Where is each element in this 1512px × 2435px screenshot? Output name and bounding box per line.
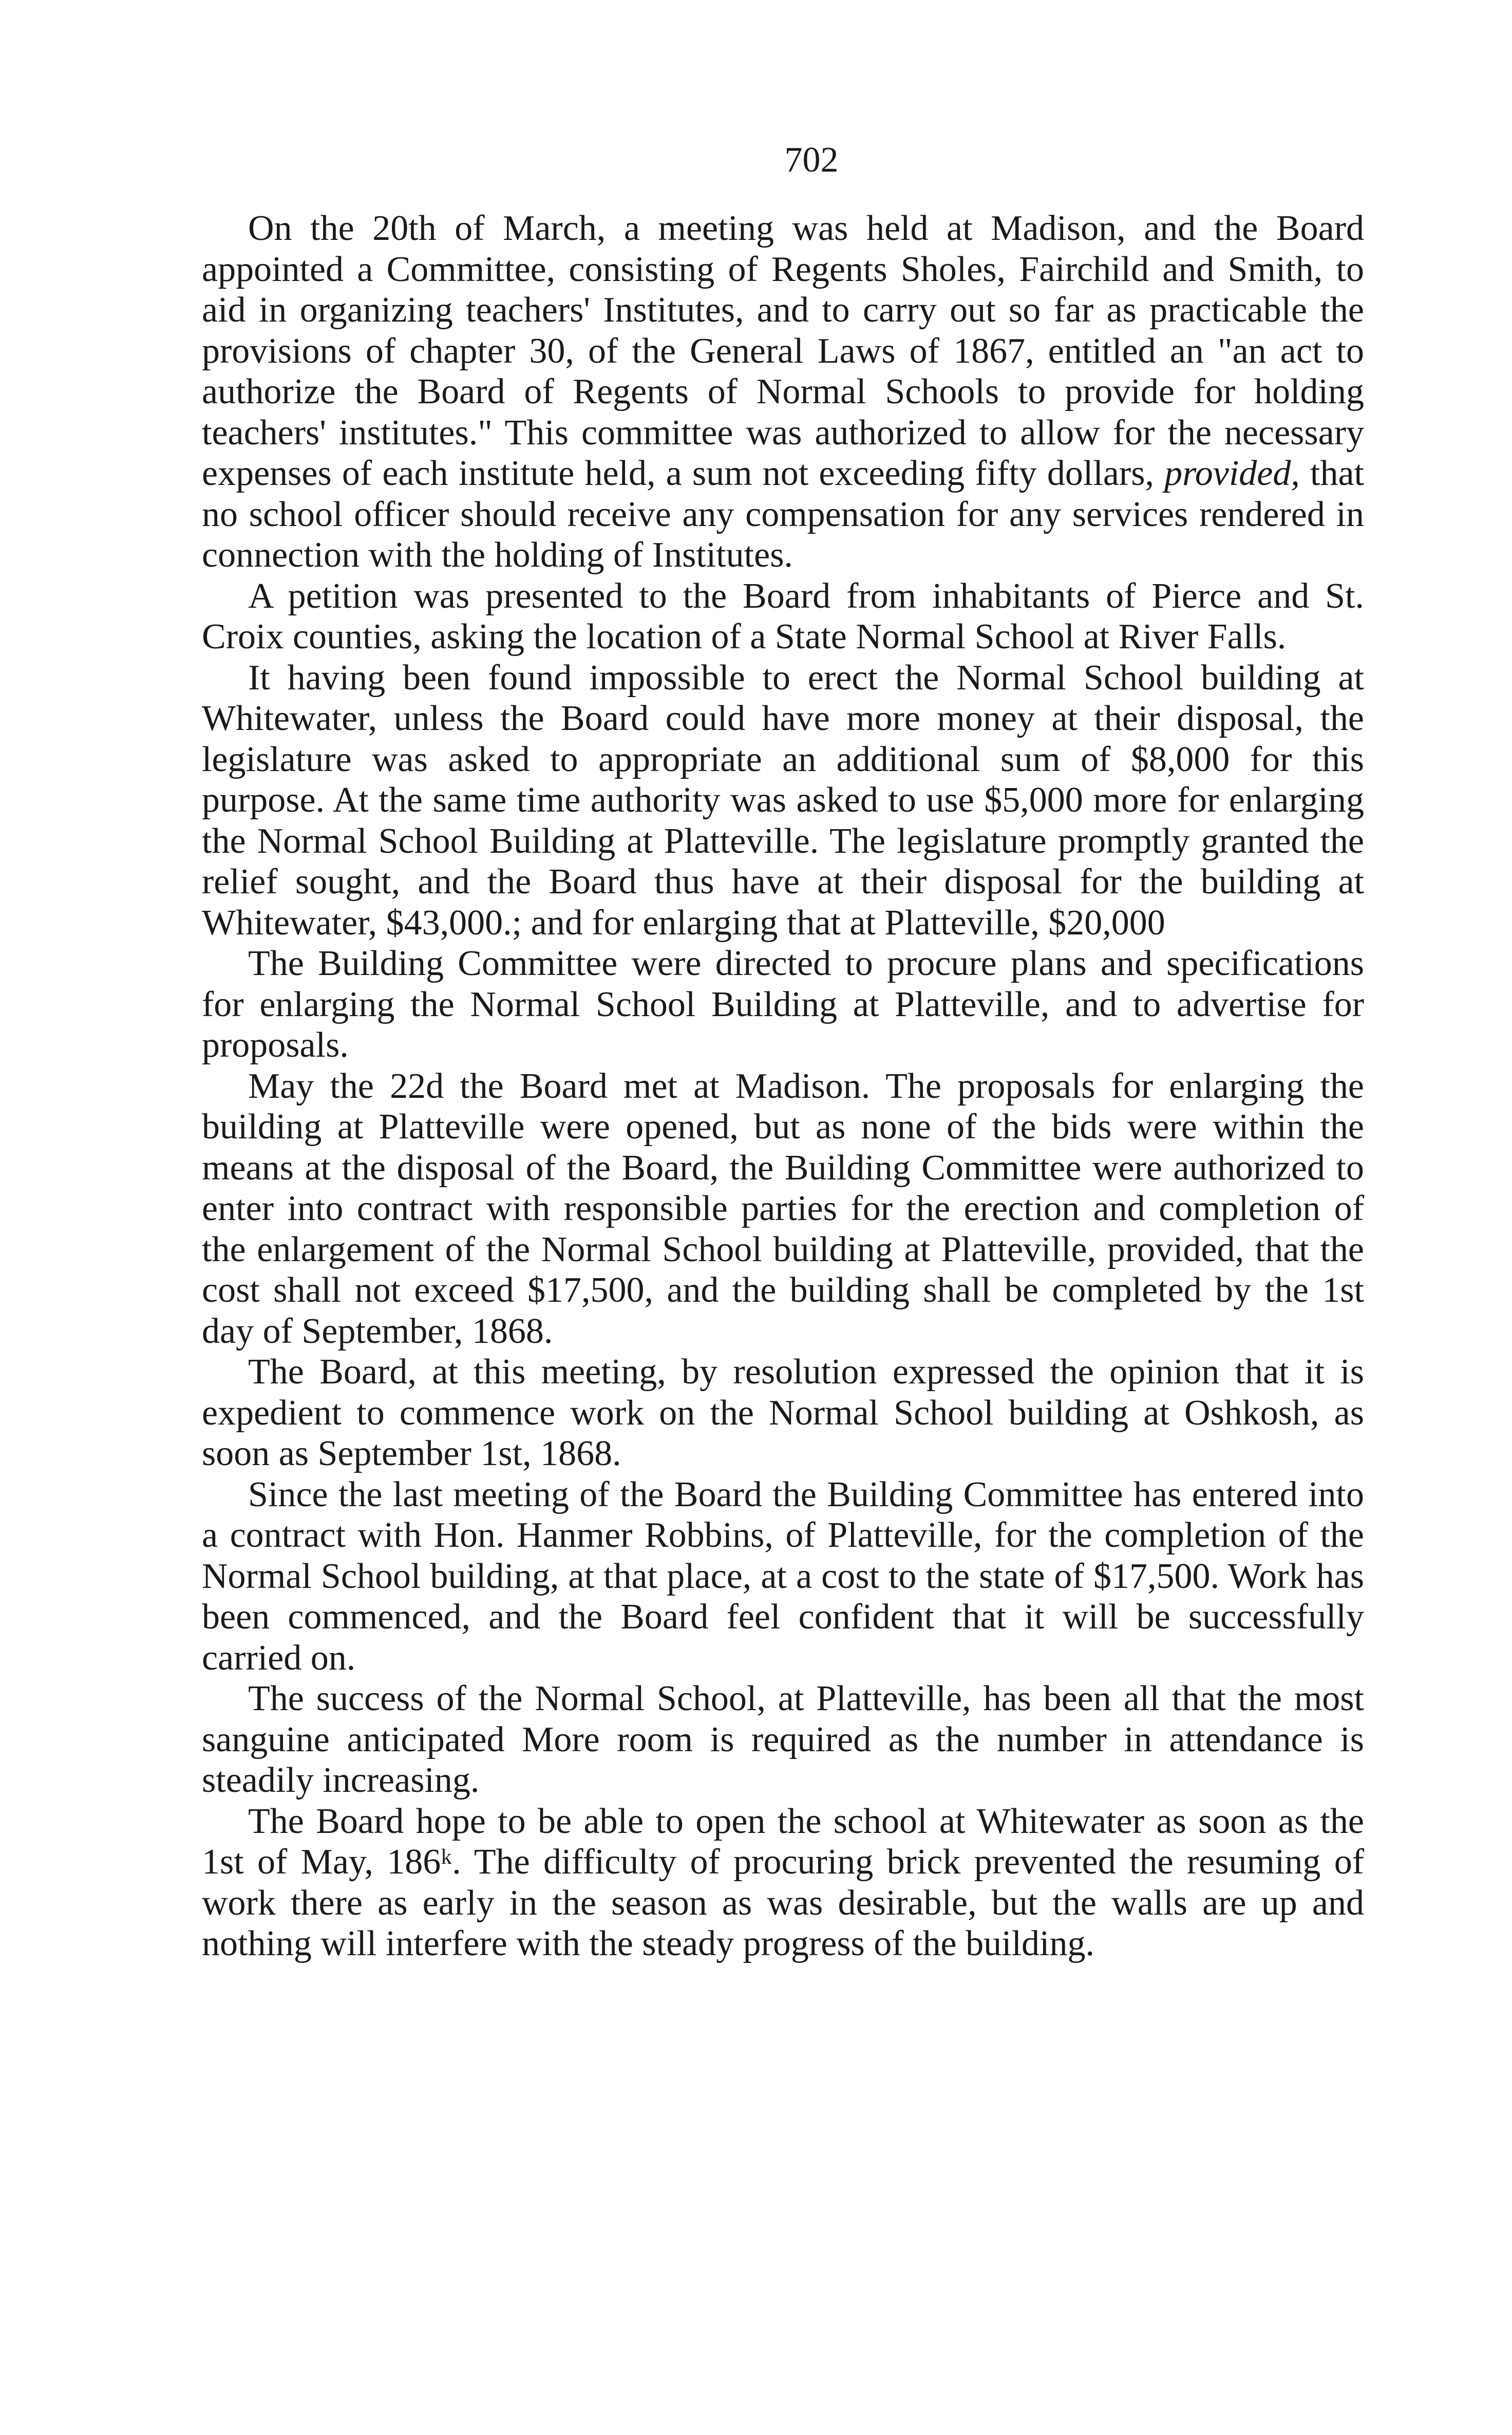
- page-number: 702: [784, 140, 839, 180]
- body-text: [202, 208, 1364, 1964]
- paragraph-whitewater-opening: The Board hope to be able to open the school at Whitewater as soon as the 1st of May, 186ᵏ. The difficulty of procuring brick prevented the resuming of work there as early in the season as was desirable, but the walls are up and nothing will interfere with the steady progress of the building.: [202, 1801, 1364, 1963]
- paragraph-oshkosh-resolution: The Board, at this meeting, by resolution expressed the opinion that it is expedient to commence work on the Normal School building at Oshkosh, as soon as September 1st, 1868.: [202, 1352, 1364, 1473]
- paragraph-text: that no school officer should receive any compensation for any services rendered in connection with the holding of Institutes.: [202, 454, 1364, 575]
- paragraph-text: On the 20th of March, a meeting was held at Madison, and the Board appointed a Committee, consisting of Regents Sholes, Fairchild and Smith, to aid in organizing teachers' Institutes, and to carry out so far as practicable the provisions of chapter 30, of the General Laws of 1867, entitled an "an act to authorize the Board of Regents of Normal Schools to provide for holding teachers' institutes." This committee was authorized to allow for the necessary expenses of each institute held, a sum not exceeding fifty dollars,: [202, 209, 1364, 493]
- emphasis-text: provided,: [1164, 454, 1300, 493]
- paragraph-contract: Since the last meeting of the Board the Building Committee has entered into a contract with Hon. Hanmer Robbins, of Platteville, for the completion of the Normal School building, at that place, at a cost to the state of $17,500. Work has been commenced, and the Board feel confident that it will be successfully carried on.: [202, 1474, 1364, 1678]
- paragraph-appropriation: It having been found impossible to erect the Normal School building at Whitewater, unless the Board could have more money at their disposal, the legislature was asked to appropriate an additional sum of $8,000 for this purpose. At the same time authority was asked to use $5,000 more for enlarging the Normal School Building at Platteville. The legislature promptly granted the relief sought, and the Board thus have at their disposal for the building at Whitewater, $43,000.; and for enlarging that at Platteville, $20,000: [202, 658, 1364, 943]
- paragraph-river-falls-petition: A petition was presented to the Board from inhabitants of Pierce and St. Croix counties, asking the location of a State Normal School at River Falls.: [202, 576, 1364, 657]
- paragraph-building-committee: The Building Committee were directed to procure plans and specifications for enlarging the Normal School Building at Platteville, and to advertise for proposals.: [202, 944, 1364, 1065]
- paragraph-platteville-success: The success of the Normal School, at Platteville, has been all that the most sanguine anticipated More room is required as the number in attendance is steadily increasing.: [202, 1679, 1364, 1800]
- paragraph-may-meeting: May the 22d the Board met at Madison. The proposals for enlarging the building at Platteville were opened, but as none of the bids were within the means at the disposal of the Board, the Building Committee were authorized to enter into contract with responsible parties for the erection and completion of the enlargement of the Normal School building at Platteville, provided, that the cost shall not exceed $17,500, and the building shall be completed by the 1st day of September, 1868.: [202, 1066, 1364, 1351]
- paragraph-teachers-institutes: [202, 208, 1364, 576]
